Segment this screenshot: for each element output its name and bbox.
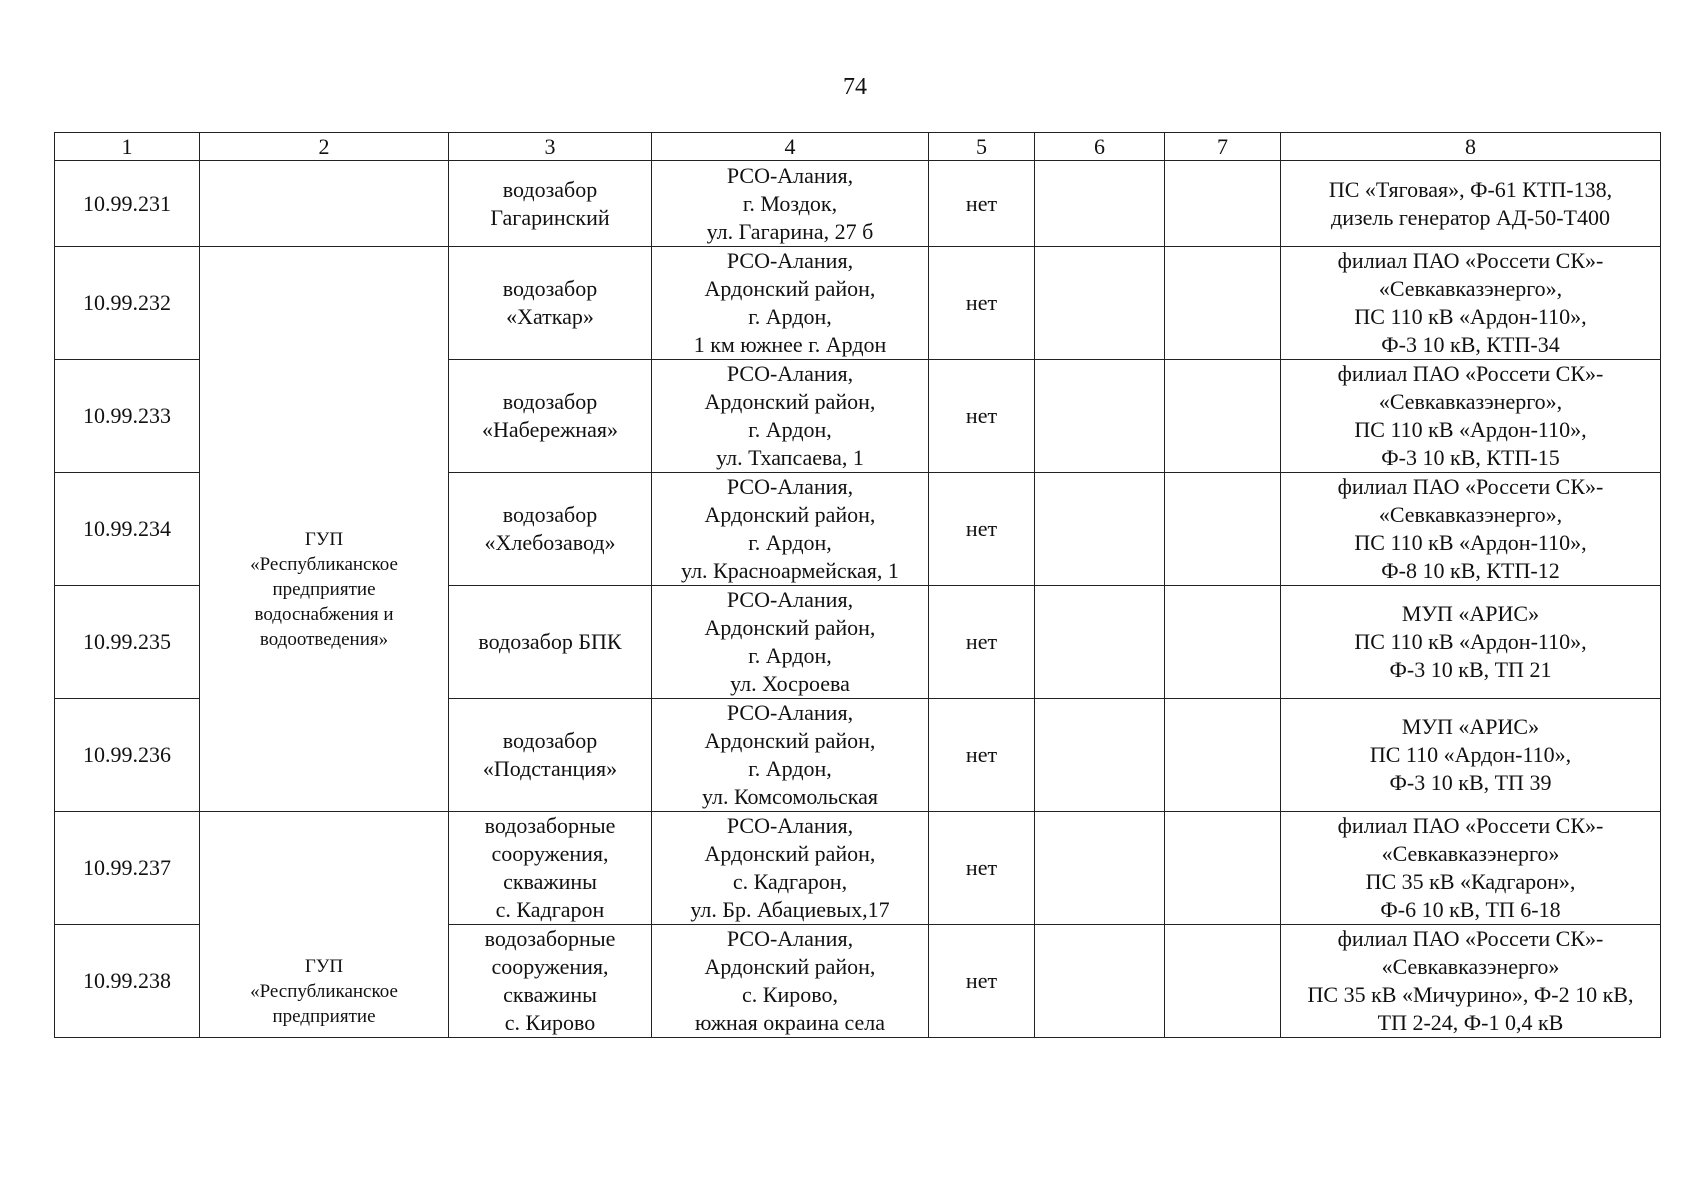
supply-line: дизель генератор АД-50-Т400 xyxy=(1331,204,1610,230)
column-header: 4 xyxy=(652,133,929,161)
power-supply-cell xyxy=(1281,247,1661,360)
address-cell xyxy=(652,473,929,586)
organization-line: предприятие xyxy=(272,578,376,600)
power-supply-cell xyxy=(1281,699,1661,812)
document-table xyxy=(54,132,1661,1038)
object-line: «Набережная» xyxy=(482,417,618,442)
object-line: с. Кирово xyxy=(504,1010,596,1035)
object-line: сооружения, xyxy=(491,954,609,979)
address-line: Ардонский район, xyxy=(704,954,876,979)
address-line: Ардонский район, xyxy=(704,841,876,866)
row-code: 10.99.233 xyxy=(55,360,200,473)
supply-line: ПС 110 кВ «Ардон-110», xyxy=(1354,417,1587,442)
empty-cell xyxy=(1165,925,1281,1038)
supply-line: Ф-3 10 кВ, КТП-15 xyxy=(1381,445,1560,470)
address-line: г. Ардон, xyxy=(748,304,832,329)
supply-line: ПС 35 кВ «Мичурино», Ф-2 10 кВ, xyxy=(1307,982,1634,1007)
availability-cell: нет xyxy=(929,247,1035,360)
organization-line: «Республиканское xyxy=(250,981,398,1002)
object-line: водозабор xyxy=(502,502,598,527)
object-line: водозабор xyxy=(502,276,598,301)
row-code: 10.99.231 xyxy=(55,161,200,247)
empty-cell xyxy=(1035,473,1165,586)
empty-cell xyxy=(1035,699,1165,812)
supply-line: «Севкавказэнерго», xyxy=(1378,276,1563,301)
empty-cell xyxy=(1035,161,1165,247)
supply-line: МУП «АРИС» xyxy=(1401,601,1540,626)
object-line: водозабор xyxy=(502,389,598,414)
column-header: 7 xyxy=(1165,133,1281,161)
empty-cell xyxy=(1165,586,1281,699)
object-line: водозабор xyxy=(502,176,598,202)
address-line: южная окраина села xyxy=(694,1010,886,1035)
address-line: РСО-Алания, xyxy=(726,813,854,838)
object-cell xyxy=(449,699,652,812)
table-row xyxy=(55,812,1661,925)
row-code: 10.99.235 xyxy=(55,586,200,699)
empty-cell xyxy=(1035,360,1165,473)
address-line: ул. Красноармейская, 1 xyxy=(681,558,899,583)
object-line: сооружения, xyxy=(491,841,609,866)
object-line: водозабор БПК xyxy=(478,629,622,654)
address-cell xyxy=(652,360,929,473)
row-code: 10.99.236 xyxy=(55,699,200,812)
power-supply-cell xyxy=(1281,161,1661,247)
column-header: 8 xyxy=(1281,133,1661,161)
supply-line: ПС 110 «Ардон-110», xyxy=(1369,742,1572,767)
object-line: Гагаринский xyxy=(490,204,610,230)
address-line: г. Моздок, xyxy=(742,190,838,216)
empty-cell xyxy=(1165,247,1281,360)
supply-line: филиал ПАО «Россети СК»- xyxy=(1337,926,1604,951)
address-line: с. Кадгарон, xyxy=(732,869,848,894)
empty-cell xyxy=(1165,473,1281,586)
column-header: 1 xyxy=(55,133,200,161)
object-cell xyxy=(449,586,652,699)
address-line: РСО-Алания, xyxy=(726,361,854,386)
object-line: скважины xyxy=(503,869,597,894)
supply-line: «Севкавказэнерго», xyxy=(1378,502,1563,527)
address-line: РСО-Алания, xyxy=(726,926,854,951)
object-cell xyxy=(449,360,652,473)
supply-line: МУП «АРИС» xyxy=(1401,714,1540,739)
address-cell xyxy=(652,161,929,247)
supply-line: филиал ПАО «Россети СК»- xyxy=(1337,474,1604,499)
object-cell xyxy=(449,161,652,247)
address-line: РСО-Алания, xyxy=(726,474,854,499)
column-number-row xyxy=(55,133,1661,161)
organization-cell xyxy=(200,812,449,1038)
address-line: Ардонский район, xyxy=(704,502,876,527)
supply-line: филиал ПАО «Россети СК»- xyxy=(1337,813,1604,838)
supply-line: ПС 110 кВ «Ардон-110», xyxy=(1354,629,1587,654)
availability-cell: нет xyxy=(929,473,1035,586)
empty-cell xyxy=(1035,925,1165,1038)
empty-cell xyxy=(1035,812,1165,925)
object-line: с. Кадгарон xyxy=(495,897,605,922)
table-row xyxy=(55,247,1661,360)
column-header: 5 xyxy=(929,133,1035,161)
object-cell xyxy=(449,925,652,1038)
empty-cell xyxy=(1165,699,1281,812)
power-supply-cell xyxy=(1281,812,1661,925)
address-cell xyxy=(652,247,929,360)
address-line: ул. Хосроева xyxy=(730,671,850,696)
availability-cell: нет xyxy=(929,360,1035,473)
organization-cell xyxy=(200,247,449,812)
address-line: ул. Гагарина, 27 б xyxy=(706,218,874,244)
availability-cell: нет xyxy=(929,925,1035,1038)
column-header: 6 xyxy=(1035,133,1165,161)
address-line: Ардонский район, xyxy=(704,276,876,301)
supply-line: Ф-3 10 кВ, КТП-34 xyxy=(1381,332,1560,357)
availability-cell: нет xyxy=(929,586,1035,699)
organization-line: водоотведения» xyxy=(259,628,389,650)
row-code: 10.99.238 xyxy=(55,925,200,1038)
row-code: 10.99.234 xyxy=(55,473,200,586)
supply-line: «Севкавказэнерго» xyxy=(1381,954,1560,979)
object-cell xyxy=(449,473,652,586)
organization-line: «Республиканское xyxy=(250,553,398,575)
power-supply-cell xyxy=(1281,473,1661,586)
organization-cell-empty xyxy=(200,161,449,247)
object-cell xyxy=(449,812,652,925)
supply-line: «Севкавказэнерго», xyxy=(1378,389,1563,414)
supply-line: ПС «Тяговая», Ф-61 КТП-138, xyxy=(1328,176,1613,202)
address-cell xyxy=(652,699,929,812)
object-line: «Подстанция» xyxy=(482,756,618,781)
object-line: водозаборные xyxy=(484,926,616,951)
address-line: РСО-Алания, xyxy=(726,587,854,612)
organization-line: предприятие xyxy=(272,1006,376,1027)
address-line: г. Ардон, xyxy=(748,417,832,442)
address-line: ул. Комсомольская xyxy=(701,784,879,809)
organization-line: водоснабжения и xyxy=(254,603,394,625)
address-line: г. Ардон, xyxy=(748,756,832,781)
supply-line: ТП 2-24, Ф-1 0,4 кВ xyxy=(1377,1010,1564,1035)
address-line: Ардонский район, xyxy=(704,615,876,640)
power-supply-cell xyxy=(1281,586,1661,699)
power-supply-cell xyxy=(1281,360,1661,473)
availability-cell: нет xyxy=(929,812,1035,925)
object-line: водозаборные xyxy=(484,813,616,838)
object-cell xyxy=(449,247,652,360)
organization-line: ГУП xyxy=(304,956,344,977)
address-line: РСО-Алания, xyxy=(726,248,854,273)
supply-line: ПС 110 кВ «Ардон-110», xyxy=(1354,530,1587,555)
object-line: скважины xyxy=(503,982,597,1007)
empty-cell xyxy=(1165,360,1281,473)
supply-line: Ф-3 10 кВ, ТП 21 xyxy=(1389,657,1552,682)
address-line: РСО-Алания, xyxy=(726,700,854,725)
row-code: 10.99.232 xyxy=(55,247,200,360)
supply-line: Ф-8 10 кВ, КТП-12 xyxy=(1381,558,1560,583)
row-code: 10.99.237 xyxy=(55,812,200,925)
empty-cell xyxy=(1035,247,1165,360)
address-line: РСО-Алания, xyxy=(726,162,854,188)
address-cell xyxy=(652,812,929,925)
address-line: ул. Бр. Абациевых,17 xyxy=(690,897,890,922)
supply-line: ПС 35 кВ «Кадгарон», xyxy=(1365,869,1576,894)
address-cell xyxy=(652,586,929,699)
power-supply-cell xyxy=(1281,925,1661,1038)
address-line: ул. Тхапсаева, 1 xyxy=(716,445,864,470)
availability-cell: нет xyxy=(929,699,1035,812)
address-line: г. Ардон, xyxy=(748,643,832,668)
supply-line: «Севкавказэнерго» xyxy=(1381,841,1560,866)
empty-cell xyxy=(1165,161,1281,247)
availability-cell: нет xyxy=(929,161,1035,247)
organization-line: ГУП xyxy=(304,528,344,550)
address-line: Ардонский район, xyxy=(704,389,876,414)
empty-cell xyxy=(1165,812,1281,925)
table-row xyxy=(55,161,1661,247)
object-line: «Хаткар» xyxy=(506,304,594,329)
supply-line: филиал ПАО «Россети СК»- xyxy=(1337,361,1604,386)
supply-line: Ф-6 10 кВ, ТП 6-18 xyxy=(1380,897,1561,922)
column-header: 3 xyxy=(449,133,652,161)
empty-cell xyxy=(1035,586,1165,699)
address-line: 1 км южнее г. Ардон xyxy=(693,332,887,357)
address-line: г. Ардон, xyxy=(748,530,832,555)
supply-line: филиал ПАО «Россети СК»- xyxy=(1337,248,1604,273)
object-line: «Хлебозавод» xyxy=(484,530,616,555)
column-header: 2 xyxy=(200,133,449,161)
supply-line: Ф-3 10 кВ, ТП 39 xyxy=(1389,770,1552,795)
page-number: 74 xyxy=(843,74,867,100)
address-cell xyxy=(652,925,929,1038)
object-line: водозабор xyxy=(502,728,598,753)
address-line: Ардонский район, xyxy=(704,728,876,753)
supply-line: ПС 110 кВ «Ардон-110», xyxy=(1354,304,1587,329)
address-line: с. Кирово, xyxy=(742,982,838,1007)
